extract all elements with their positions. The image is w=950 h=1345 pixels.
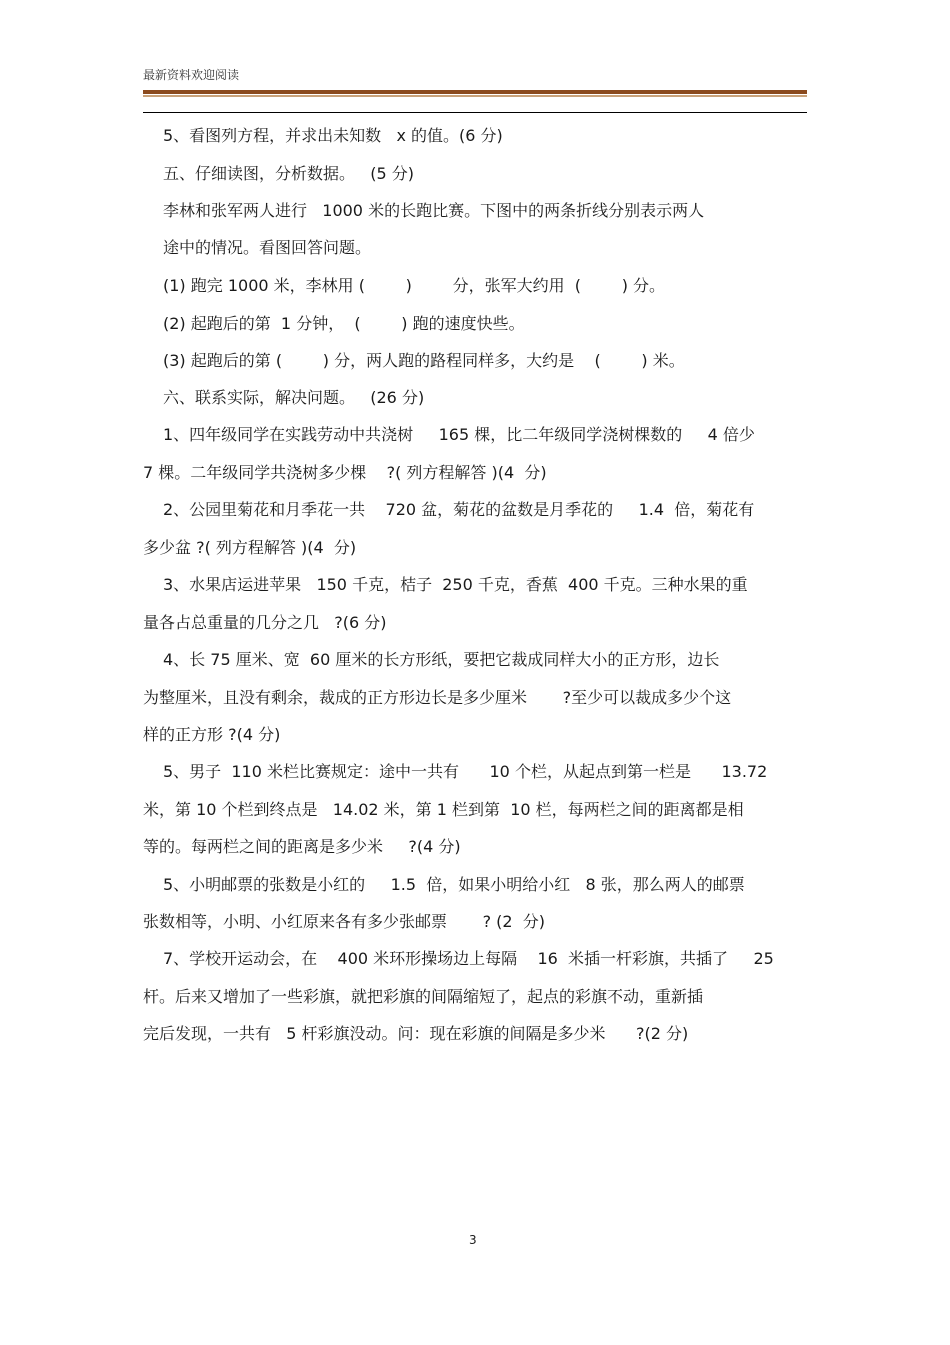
header-rule-brown [143,90,807,94]
text-line: 李林和张军两人进行 1000 米的长跑比赛。下图中的两条折线分别表示两人 [163,201,705,220]
text-line: 3、水果店运进苹果 150 千克，桔子 250 千克，香蕉 400 千克。三种水果的重 [163,575,748,594]
header-rule-tan [143,95,807,97]
text-line: 5、小明邮票的张数是小红的 1.5 倍，如果小明给小红 8 张，那么两人的邮票 [163,875,745,894]
text-line: 杆。后来又增加了一些彩旗，就把彩旗的间隔缩短了，起点的彩旗不动，重新插 [143,987,704,1006]
text-line: 为整厘米，且没有剩余，裁成的正方形边长是多少厘米 ?至少可以裁成多少个这 [143,688,732,707]
text-line: 样的正方形 ?(4 分) [143,725,281,744]
text-line: 米，第 10 个栏到终点是 14.02 米，第 1 栏到第 10 栏，每两栏之间的距离都是相 [143,800,744,819]
text-line: 途中的情况。看图回答问题。 [163,238,372,257]
section-heading: 六、联系实际，解决问题。 (26 分) [163,388,425,407]
text-line: 2、公园里菊花和月季花一共 720 盆，菊花的盆数是月季花的 1.4 倍，菊花有 [163,500,755,519]
page-header-title: 最新资料欢迎阅读 [143,68,240,82]
text-line: 5、男子 110 米栏比赛规定：途中一共有 10 个栏，从起点到第一栏是 13.72 [163,762,768,781]
text-line: (2) 起跑后的第 1 分钟， ( ) 跑的速度快些。 [163,314,525,333]
text-line: 等的。每两栏之间的距离是多少米 ?(4 分) [143,837,461,856]
text-line: 五、仔细读图，分析数据。 (5 分) [163,164,415,183]
text-line: 量各占总重量的几分之几 ?(6 分) [143,613,387,632]
page-number: 3 [469,1233,477,1247]
text-line: 5、看图列方程，并求出未知数 x 的值。(6 分) [163,126,503,145]
text-line: (1) 跑完 1000 米，李林用 ( ) 分，张军大约用 ( ) 分。 [163,276,666,295]
text-line: 多少盆 ?( 列方程解答 )(4 分) [143,538,357,557]
text-line: 张数相等，小明、小红原来各有多少张邮票 ? (2 分) [143,912,546,931]
text-line: 4、长 75 厘米、宽 60 厘米的长方形纸，要把它裁成同样大小的正方形，边长 [163,650,720,669]
text-line: 7、学校开运动会，在 400 米环形操场边上每隔 16 米插一杆彩旗，共插了 25 [163,949,774,968]
text-line: (3) 起跑后的第 ( ) 分，两人跑的路程同样多，大约是 ( ) 米。 [163,351,685,370]
header-rule-black [143,112,807,113]
text-line: 完后发现，一共有 5 杆彩旗没动。问：现在彩旗的间隔是多少米 ?(2 分) [143,1024,689,1043]
text-line: 1、四年级同学在实践劳动中共浇树 165 棵，比二年级同学浇树棵数的 4 倍少 [163,425,755,444]
text-line: 7 棵。二年级同学共浇树多少棵 ?( 列方程解答 )(4 分) [143,463,547,482]
